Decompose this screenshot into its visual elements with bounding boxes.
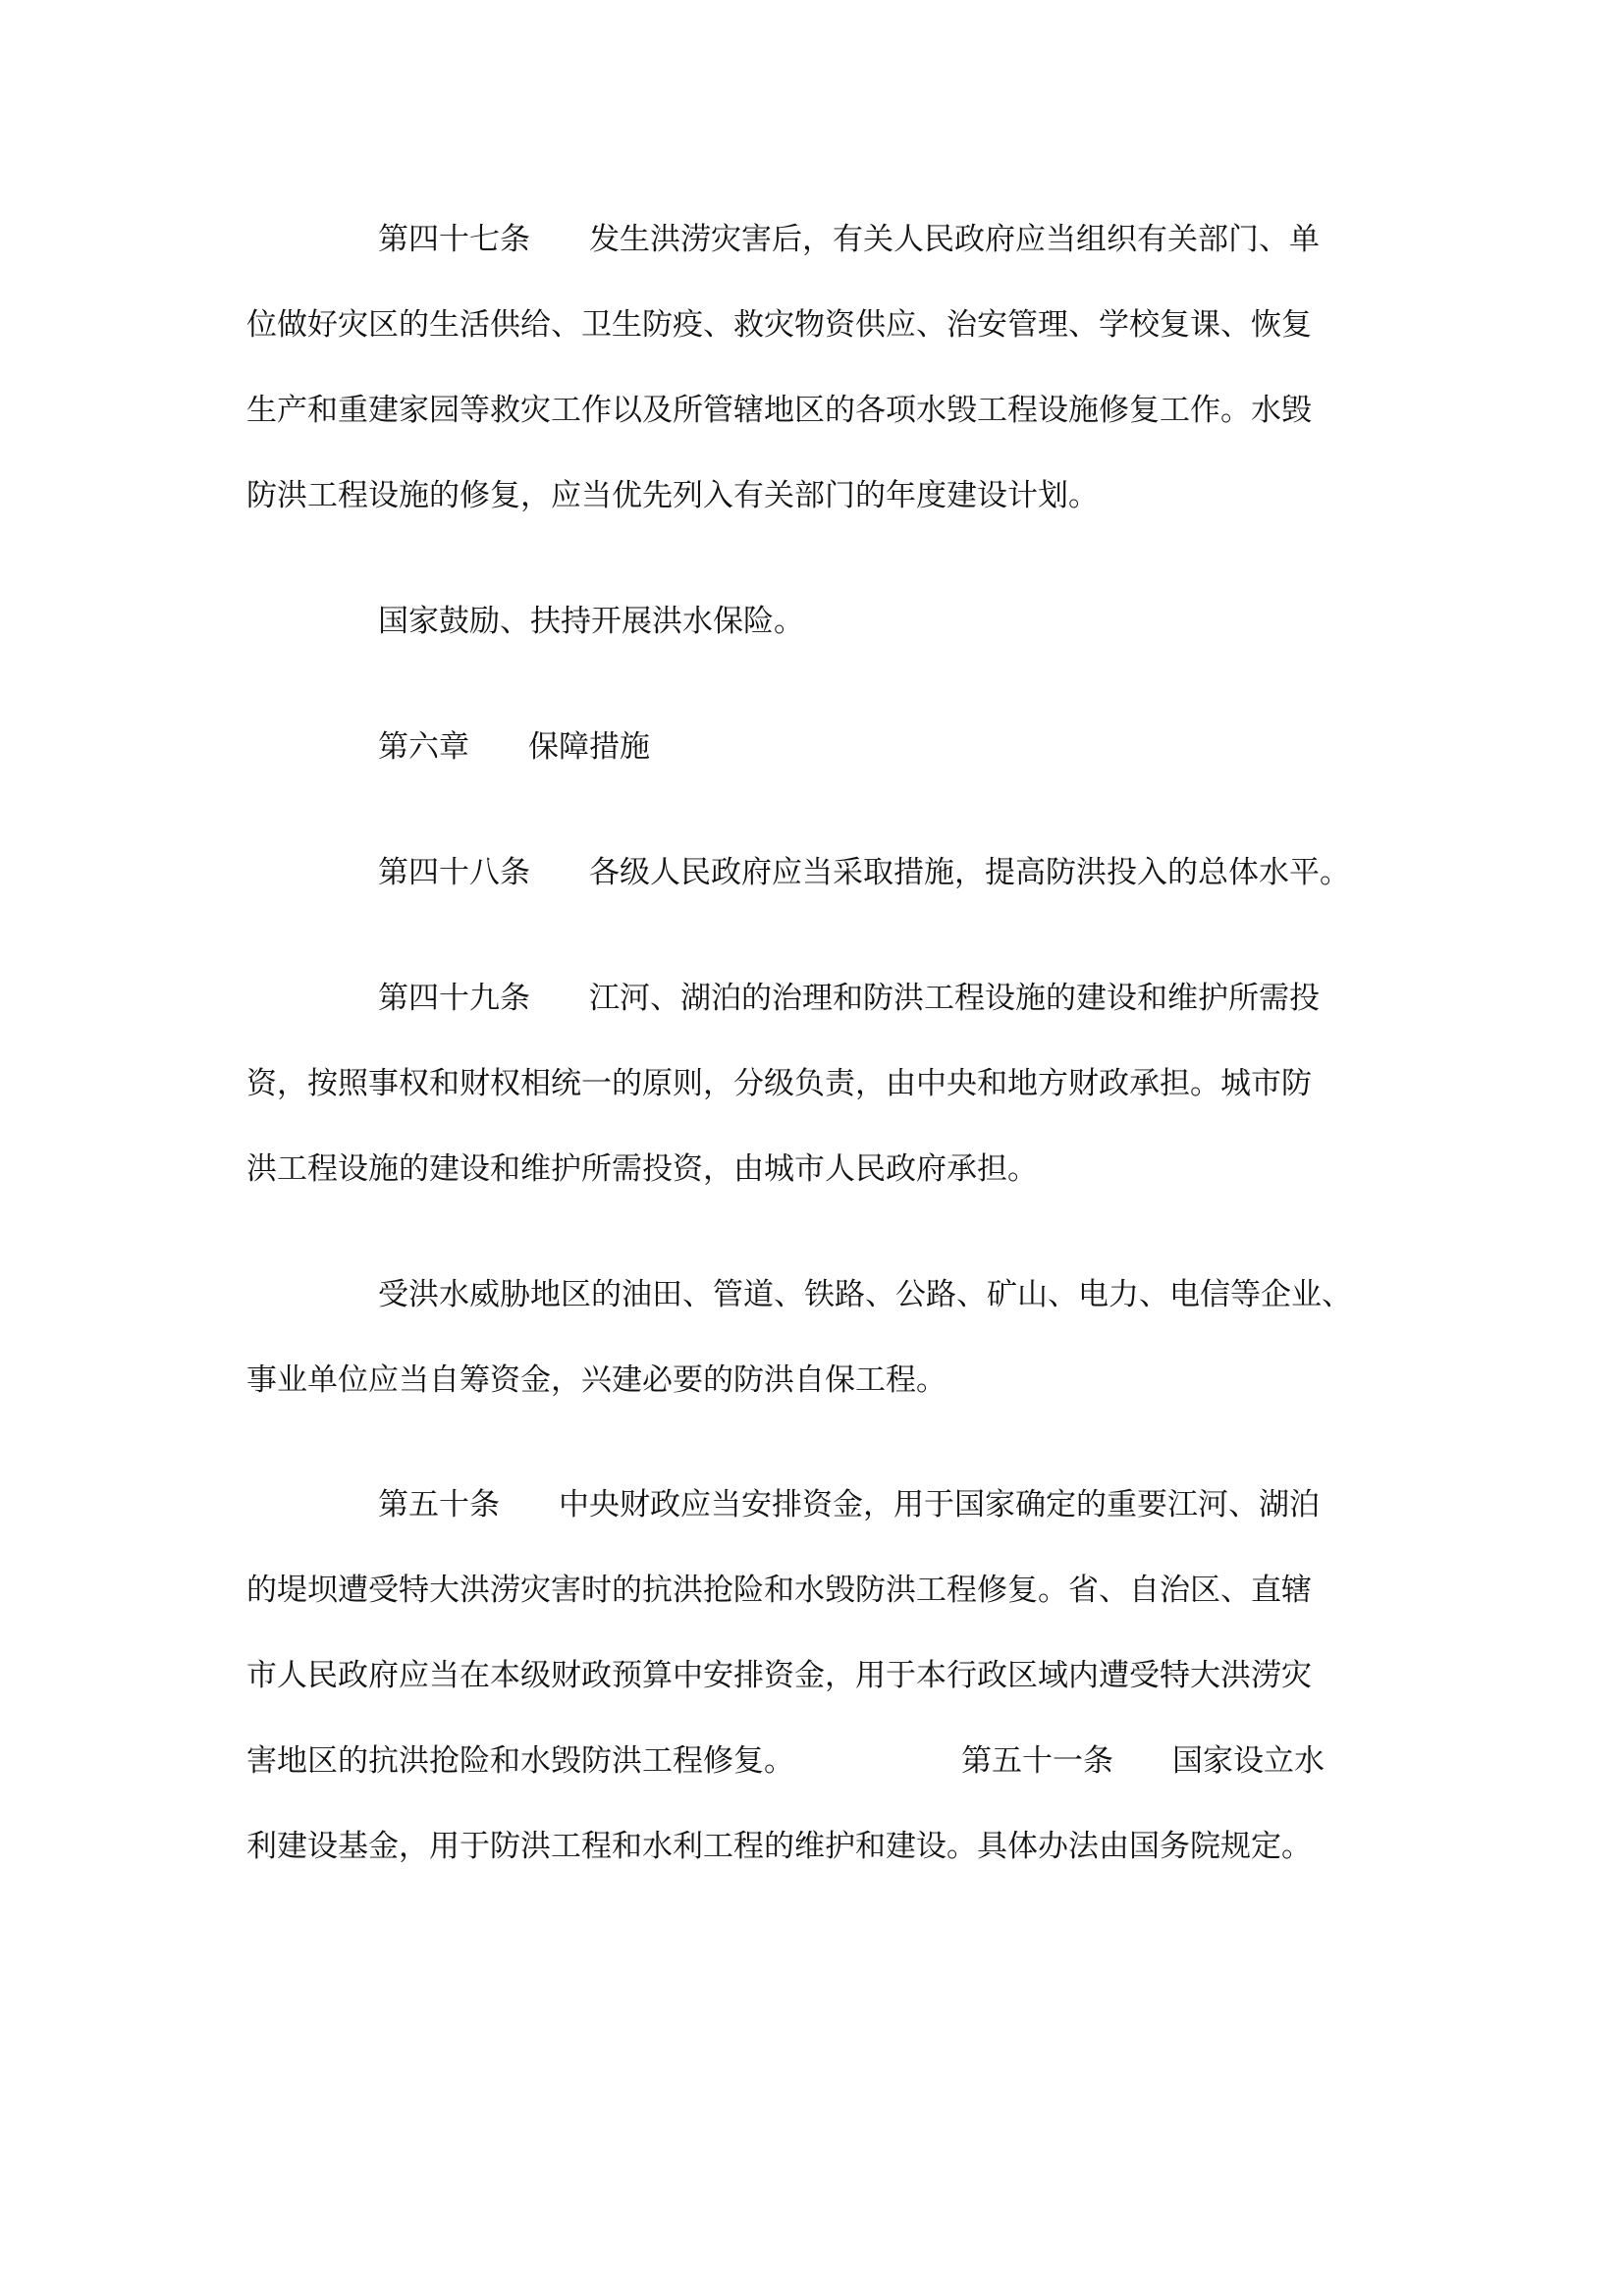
article-49-line-3: 洪工程设施的建设和维护所需投资，由城市人民政府承担。 — [246, 1151, 1038, 1187]
insurance-paragraph: 国家鼓励、扶持开展洪水保险。 — [378, 604, 804, 639]
article-50-line-1 — [378, 1485, 1320, 1524]
article-48-heading: 第四十八条 — [378, 855, 530, 890]
article-50-heading: 第五十条 — [378, 1487, 500, 1522]
article-47-line-2: 位做好灾区的生活供给、卫生防疫、救灾物资供应、治安管理、学校复课、恢复 — [246, 307, 1312, 343]
enterprises-line-2: 事业单位应当自筹资金，兴建必要的防洪自保工程。 — [246, 1362, 947, 1398]
article-48-line-1 — [378, 853, 1350, 892]
enterprises-line-1: 受洪水威胁地区的油田、管道、铁路、公路、矿山、电力、电信等企业、 — [378, 1277, 1352, 1312]
article-49-heading: 第四十九条 — [378, 981, 530, 1016]
article-51-text: 国家设立水 — [1172, 1743, 1325, 1779]
article-47-heading: 第四十七条 — [378, 222, 530, 257]
article-50-text-end: 害地区的抗洪抢险和水毁防洪工程修复。 — [246, 1743, 794, 1779]
article-49-line-1 — [378, 979, 1320, 1018]
chapter-heading — [378, 727, 650, 767]
article-51-heading: 第五十一条 — [961, 1743, 1113, 1779]
chapter-number: 第六章 — [378, 729, 469, 765]
article-50-text: 中央财政应当安排资金，用于国家确定的重要江河、湖泊 — [559, 1487, 1320, 1522]
article-51-line-2: 利建设基金，用于防洪工程和水利工程的维护和建设。具体办法由国务院规定。 — [246, 1829, 1312, 1864]
article-49-text: 江河、湖泊的治理和防洪工程设施的建设和维护所需投 — [589, 981, 1320, 1016]
article-50-line-4 — [246, 1741, 1325, 1781]
article-47-line-4: 防洪工程设施的修复，应当优先列入有关部门的年度建设计划。 — [246, 478, 1099, 513]
article-47-line-3: 生产和重建家园等救灾工作以及所管辖地区的各项水毁工程设施修复工作。水毁 — [246, 393, 1312, 428]
article-47-text: 发生洪涝灾害后，有关人民政府应当组织有关部门、单 — [589, 222, 1320, 257]
article-50-line-2: 的堤坝遭受特大洪涝灾害时的抗洪抢险和水毁防洪工程修复。省、自治区、直辖 — [246, 1573, 1312, 1608]
article-48-text: 各级人民政府应当采取措施，提高防洪投入的总体水平。 — [589, 855, 1350, 890]
article-50-line-3: 市人民政府应当在本级财政预算中安排资金，用于本行政区域内遭受特大洪涝灾 — [246, 1658, 1312, 1693]
article-47-line-1 — [378, 220, 1320, 259]
chapter-title: 保障措施 — [528, 729, 650, 765]
article-49-line-2: 资，按照事权和财权相统一的原则，分级负责，由中央和地方财政承担。城市防 — [246, 1066, 1312, 1101]
